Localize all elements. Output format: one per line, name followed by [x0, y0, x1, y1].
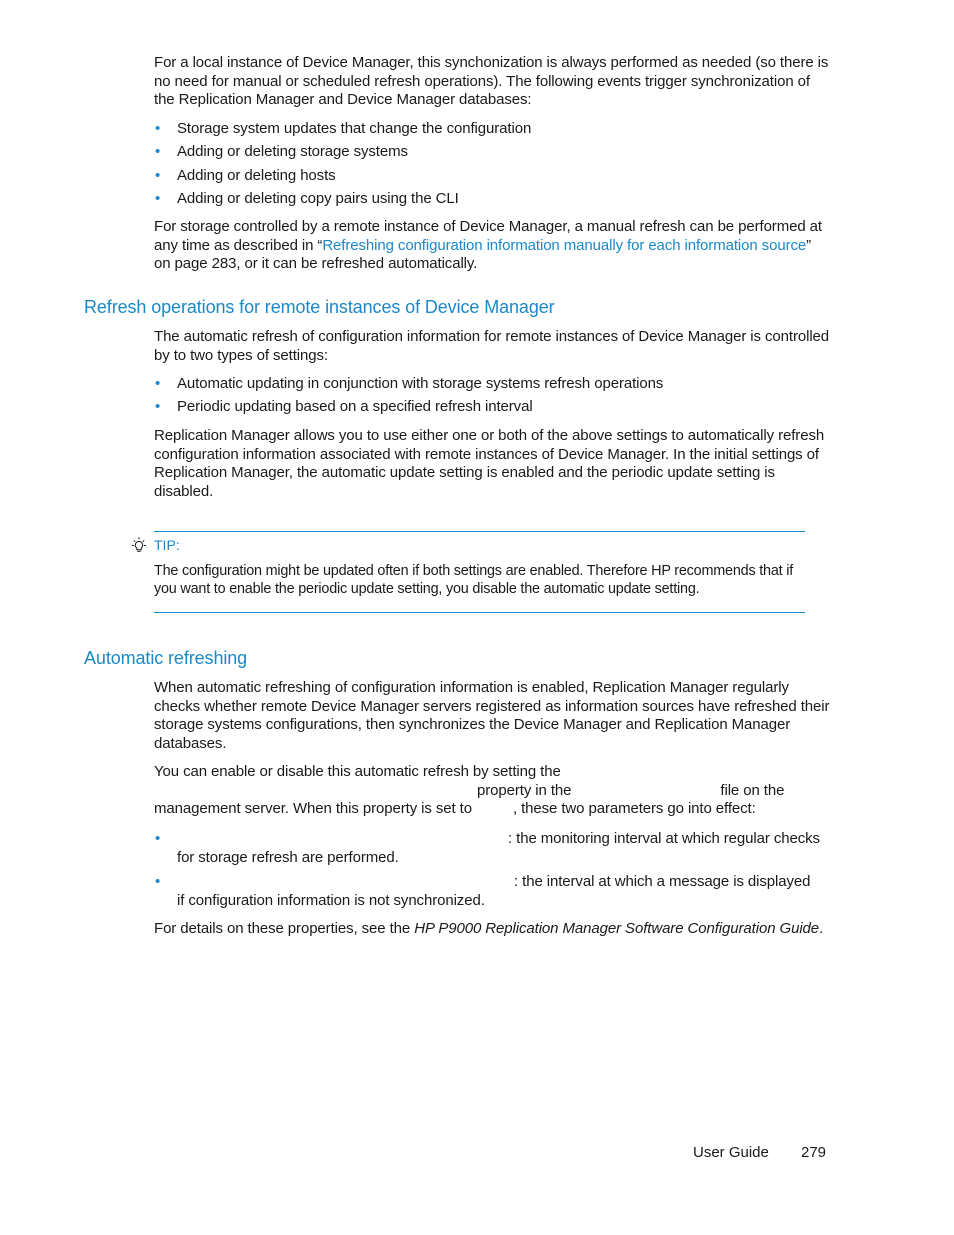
automatic-refresh-paragraph: When automatic refreshing of configuration information is enabled, Replication Manager regularly checks whether remote Device Manager servers registered as information sources have refreshed their storage systems configurations, then synchronizes the Device Manager and Replication Manager databases.: [154, 679, 830, 752]
tip-top-rule: [154, 531, 805, 532]
list-item: • Adding or deleting storage systems: [155, 143, 408, 161]
section-heading-remote: Refresh operations for remote instances of Device Manager: [84, 297, 555, 317]
list-item: • Automatic updating in conjunction with storage systems refresh operations: [155, 375, 664, 392]
footer-label: User Guide: [693, 1144, 769, 1161]
list-item: • : the interval at which a message is displayed if configuration information is not synchronized.: [155, 873, 811, 909]
bullet-icon: •: [155, 830, 161, 847]
tip-bottom-rule: [154, 612, 805, 613]
guide-title: HP P9000 Replication Manager Software Configuration Guide: [414, 920, 820, 937]
tip-label: TIP:: [154, 537, 180, 553]
bullet-icon: •: [155, 398, 161, 416]
remote-bullet-list: [154, 375, 830, 417]
intro-paragraph: For a local instance of Device Manager, this synchonization is always performed as needed (so there is no need for manual or scheduled refresh operations). The following events trigger synchronization of the Replication Manager and Device Manager databases:: [154, 54, 829, 109]
details-paragraph: For details on these properties, see the HP P9000 Replication Manager Software Configuration Guide.: [154, 920, 824, 937]
bullet-icon: •: [155, 166, 161, 184]
intro-bullet-list: [154, 120, 830, 208]
parameter-bullet-list: [154, 830, 830, 910]
bullet-icon: •: [155, 143, 161, 161]
bullet-icon: •: [155, 189, 161, 207]
bullet-icon: •: [155, 375, 161, 392]
cross-reference-link[interactable]: Refreshing configuration information manually for each information source: [322, 236, 807, 254]
replication-settings-paragraph: Replication Manager allows you to use either one or both of the above settings to automatically refresh configuration information associated with remote instances of Device Manager. In the initial settings of Replication Manager, the automatic update setting is enabled and the periodic update setting is disabled.: [154, 427, 825, 500]
list-item: • Periodic updating based on a specified refresh interval: [155, 398, 533, 416]
list-item: • Storage system updates that change the configuration: [155, 120, 532, 137]
lightbulb-icon: [129, 536, 149, 556]
tip-text: The configuration might be updated often if both settings are enabled. Therefore HP recommends that if you want to enable the periodic update setting, you disable the automatic update setting.: [154, 563, 794, 597]
list-item: • : the monitoring interval at which regular checks for storage refresh are performed.: [155, 830, 820, 866]
bullet-icon: •: [155, 873, 161, 891]
remote-refresh-paragraph: For storage controlled by a remote instance of Device Manager, a manual refresh can be performed at any time as described in “Refreshing configuration information manually for each information source” on page 283, or it can be refreshed automatically.: [154, 218, 822, 273]
section-heading-automatic: Automatic refreshing: [84, 648, 248, 668]
remote-settings-paragraph: The automatic refresh of configuration information for remote instances of Device Manager is controlled by to two types of settings:: [154, 328, 830, 364]
page-number: 279: [801, 1144, 827, 1161]
list-item: • Adding or deleting copy pairs using the CLI: [155, 189, 459, 207]
bullet-icon: •: [155, 120, 161, 137]
enable-refresh-paragraph: You can enable or disable this automatic refresh by setting the property in the file on the management server. When this property is set to , these two parameters go into effect:: [154, 763, 785, 818]
list-item: • Adding or deleting hosts: [155, 166, 336, 184]
